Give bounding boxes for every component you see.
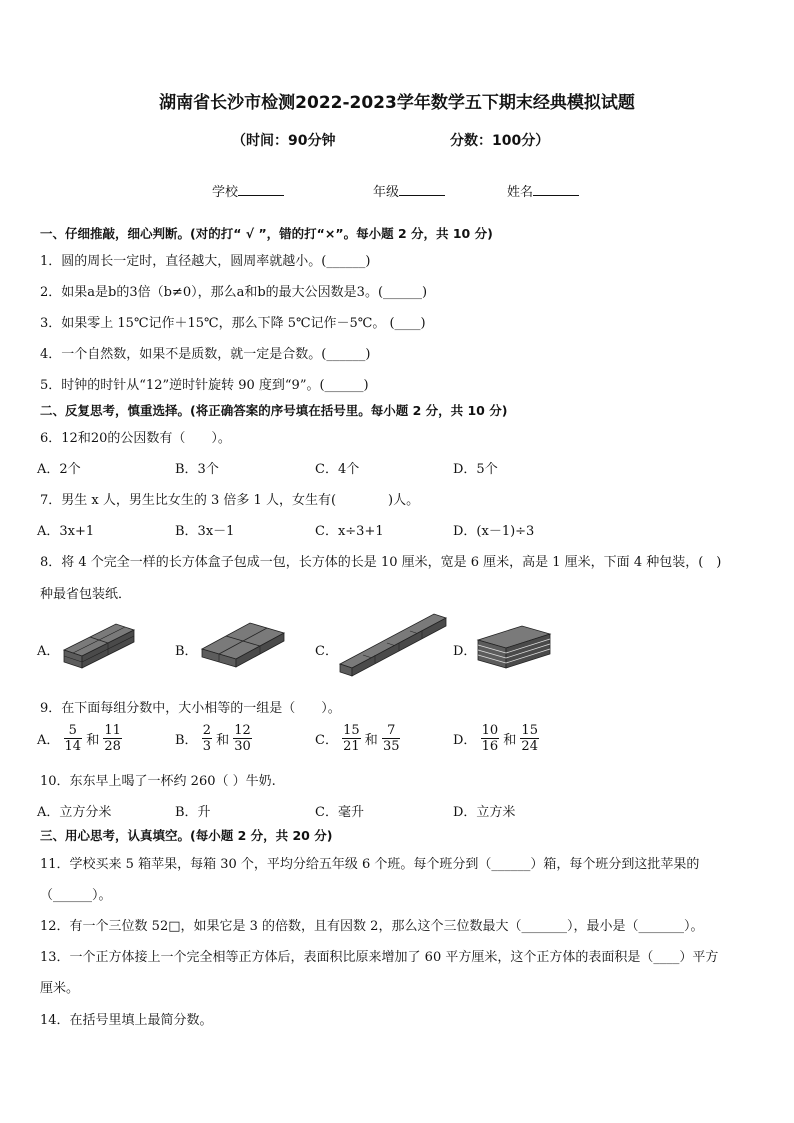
- q9-b-label: B．: [175, 733, 198, 748]
- section3-heading: 三、用心思考，认真填空。(每小题 2 分，共 20 分): [40, 828, 333, 843]
- q6-option-a[interactable]: A．2个: [37, 462, 81, 477]
- q10-option-a[interactable]: A．立方分米: [37, 805, 112, 820]
- name-field[interactable]: [507, 181, 579, 200]
- question-12: 12．有一个三位数 52□，如果它是 3 的倍数，且有因数 2，那么这个三位数最大（_______），最小是（_______）。: [40, 919, 704, 934]
- q9-option-d[interactable]: [453, 723, 539, 754]
- exam-time: （时间：90分钟: [232, 133, 336, 149]
- exam-score: 分数：100分）: [450, 133, 550, 149]
- question-4: 4．一个自然数，如果不是质数，就一定是合数。(______): [40, 347, 371, 362]
- fraction: $\frac{11}{28}$: [104, 723, 121, 754]
- q10-option-c[interactable]: C．毫升: [315, 805, 364, 820]
- q10-option-d[interactable]: D．立方米: [453, 805, 516, 820]
- question-5: 5．时钟的时针从“12”逆时针旋转 90 度到“9”。(______): [40, 378, 369, 393]
- q9-d-label: D．: [453, 733, 477, 748]
- q7-option-b[interactable]: B．3x－1: [175, 524, 235, 539]
- fraction: $\frac{15}{21}$: [343, 723, 360, 754]
- section2-heading: 二、反复思考，慎重选择。(将正确答案的序号填在括号里。每小题 2 分，共 10 分): [40, 403, 508, 418]
- q7-option-a[interactable]: A．3x+1: [37, 524, 95, 539]
- q6-option-c[interactable]: C．4个: [315, 462, 360, 477]
- grade-field[interactable]: [373, 181, 445, 200]
- name-label: 姓名: [507, 185, 534, 200]
- question-8-line1: 8．将 4 个完全一样的长方体盒子包成一包，长方体的长是 10 厘米，宽是 6 厘米，高是 1 厘米，下面 4 种包装，( ): [40, 555, 722, 570]
- question-3: 3．如果零上 15℃记作＋15℃，那么下降 5℃记作－5℃。 (____): [40, 316, 426, 331]
- q9-a-label: A．: [37, 733, 60, 748]
- fraction: $\frac{7}{35}$: [382, 723, 400, 754]
- q8-option-a[interactable]: A．: [37, 644, 60, 659]
- question-1: 1．圆的周长一定时，直径越大，圆周率就越小。(______): [40, 254, 371, 269]
- question-13-line2: 厘米。: [40, 981, 80, 996]
- package-d-image: [476, 622, 552, 672]
- grade-label: 年级: [373, 185, 400, 200]
- question-8-line2: 种最省包装纸．: [40, 587, 132, 602]
- fraction: $\frac{10}{16}$: [481, 723, 499, 754]
- question-11-line1: 11．学校买来 5 箱苹果，每箱 30 个，平均分给五年级 6 个班。每个班分到（______）箱，每个班分到这批苹果的: [40, 857, 700, 872]
- q6-option-d[interactable]: D．5个: [453, 462, 498, 477]
- question-14: 14．在括号里填上最简分数。: [40, 1013, 213, 1028]
- package-b-image: [200, 617, 286, 673]
- name-blank[interactable]: [533, 183, 579, 196]
- package-c-image: [338, 610, 450, 680]
- question-10: 10．东东早上喝了一杯约 260（ ）牛奶.: [40, 774, 276, 789]
- package-a-image: [62, 620, 138, 672]
- q8-option-d[interactable]: D．: [453, 644, 477, 659]
- q6-option-b[interactable]: B．3个: [175, 462, 219, 477]
- q9-option-a[interactable]: [37, 723, 122, 754]
- q7-option-d[interactable]: D．(x－1)÷3: [453, 524, 535, 539]
- section1-heading: 一、仔细推敲，细心判断。(对的打“ √ ”，错的打“×”。每小题 2 分，共 10 分): [40, 226, 493, 241]
- q9-option-c[interactable]: [315, 723, 400, 754]
- question-13-line1: 13．一个正方体接上一个完全相等正方体后，表面积比原来增加了 60 平方厘米，这个正方体的表面积是（____）平方: [40, 950, 719, 965]
- and-text: 和: [86, 733, 100, 748]
- and-text: 和: [364, 733, 378, 748]
- q8-option-c[interactable]: C．: [315, 644, 338, 659]
- question-11-line2: （______）。: [40, 888, 112, 903]
- question-6: 6．12和20的公因数有（ ）。: [40, 431, 231, 446]
- fraction: $\frac{15}{24}$: [521, 723, 538, 754]
- school-label: 学校: [212, 185, 239, 200]
- q9-option-b[interactable]: [175, 723, 252, 754]
- and-text: 和: [503, 733, 517, 748]
- school-blank[interactable]: [238, 183, 284, 196]
- q9-c-label: C．: [315, 733, 338, 748]
- fraction: $\frac{5}{14}$: [64, 723, 82, 754]
- and-text: 和: [216, 733, 230, 748]
- q8-option-b[interactable]: B．: [175, 644, 198, 659]
- question-2: 2．如果a是b的3倍（b≠0），那么a和b的最大公因数是3。(______): [40, 285, 428, 300]
- q7-option-c[interactable]: C．x÷3+1: [315, 524, 384, 539]
- question-9: 9．在下面每组分数中，大小相等的一组是（ ）。: [40, 701, 341, 716]
- fraction: $\frac{2}{3}$: [202, 723, 211, 754]
- q10-option-b[interactable]: B．升: [175, 805, 211, 820]
- fraction: $\frac{12}{30}$: [234, 723, 251, 754]
- grade-blank[interactable]: [399, 183, 445, 196]
- question-7: 7．男生 x 人，男生比女生的 3 倍多 1 人，女生有( )人。: [40, 493, 420, 508]
- school-field[interactable]: [212, 181, 284, 200]
- page-title: 湖南省长沙市检测2022-2023学年数学五下期末经典模拟试题: [159, 93, 635, 113]
